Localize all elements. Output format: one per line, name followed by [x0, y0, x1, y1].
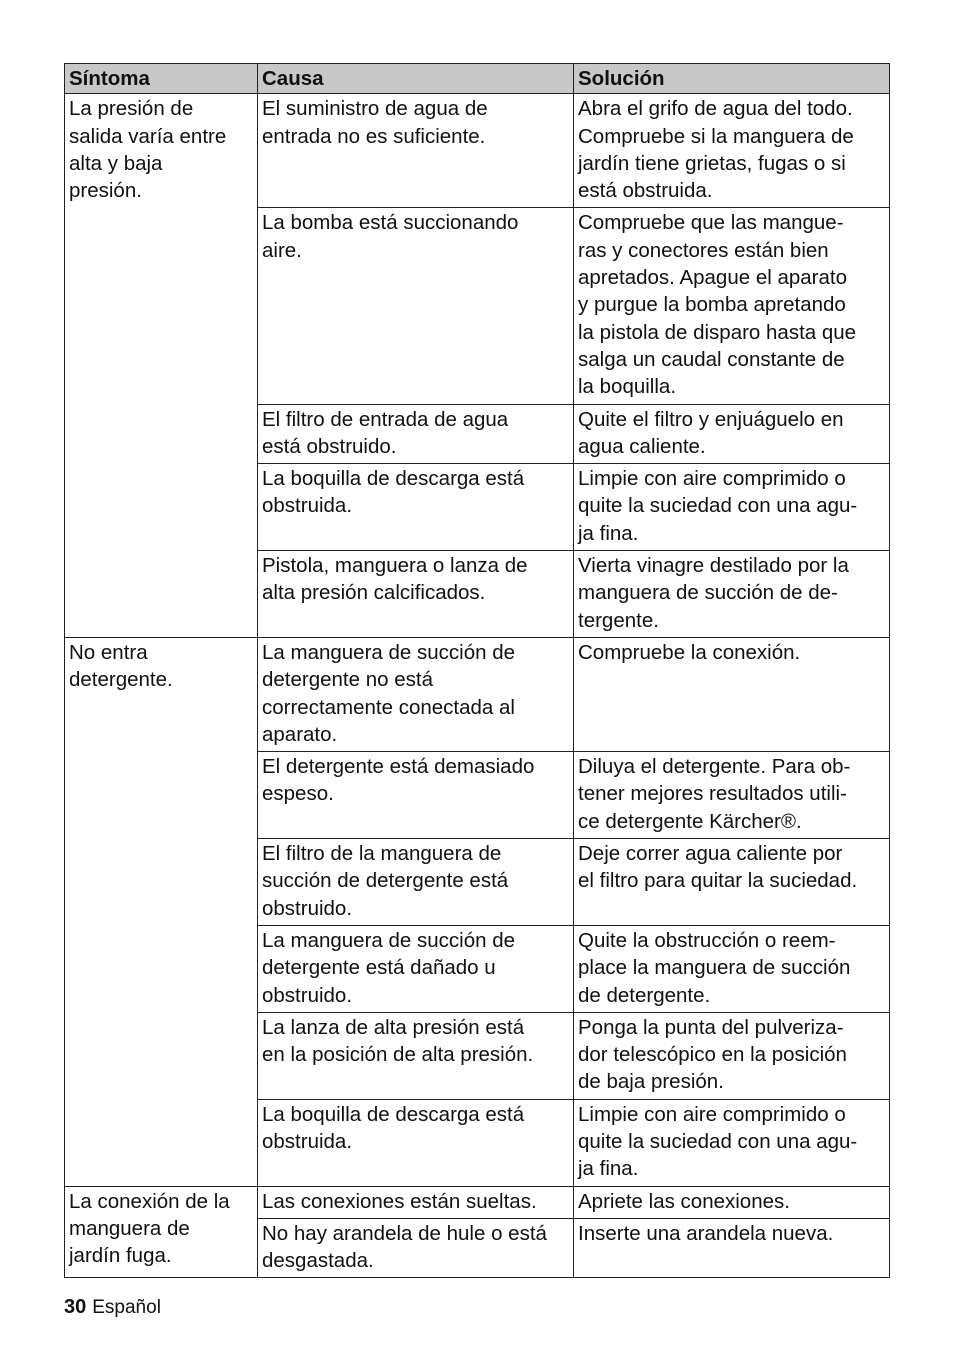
symptom-cell: La presión de salida varía entre alta y baja presión. [65, 94, 258, 638]
header-cause: Causa [258, 64, 574, 94]
cause-cell: Pistola, manguera o lanza de alta presión calcificados. [258, 551, 574, 638]
table-body [65, 94, 890, 1278]
page-number: 30 [64, 1296, 87, 1318]
solution-cell: Limpie con aire comprimido o quite la suciedad con una agu- ja fina. [574, 464, 890, 551]
solution-cell: Deje correr agua caliente por el filtro para quitar la suciedad. [574, 839, 890, 926]
table-row [65, 94, 890, 208]
solution-cell: Abra el grifo de agua del todo. Compruebe si la manguera de jardín tiene grietas, fugas o si está obstruida. [574, 94, 890, 208]
cause-cell: Las conexiones están sueltas. [258, 1186, 574, 1218]
solution-cell: Compruebe la conexión. [574, 637, 890, 751]
solution-cell: Quite el filtro y enjuáguelo en agua caliente. [574, 404, 890, 464]
solution-cell: Ponga la punta del pulveriza- dor telescópico en la posición de baja presión. [574, 1012, 890, 1099]
table-header-row [65, 64, 890, 94]
solution-cell: Vierta vinagre destilado por la manguera de succión de de- tergente. [574, 551, 890, 638]
solution-cell: Inserte una arandela nueva. [574, 1218, 890, 1278]
cause-cell: El filtro de la manguera de succión de detergente está obstruido. [258, 839, 574, 926]
header-solution: Solución [574, 64, 890, 94]
header-symptom: Síntoma [65, 64, 258, 94]
cause-cell: No hay arandela de hule o está desgastada. [258, 1218, 574, 1278]
table-row [65, 1186, 890, 1218]
symptom-cell: No entra detergente. [65, 637, 258, 1186]
cause-cell: La boquilla de descarga está obstruida. [258, 1099, 574, 1186]
symptom-cell: La conexión de la manguera de jardín fuga. [65, 1186, 258, 1278]
table-row [65, 637, 890, 751]
solution-cell: Compruebe que las mangue- ras y conectores están bien apretados. Apague el aparato y purgue la bomba apretando la pistola de disparo hasta que salga un caudal constante de la boquilla. [574, 208, 890, 404]
page-footer [64, 1296, 161, 1319]
footer-language: Español [92, 1297, 161, 1318]
cause-cell: El suministro de agua de entrada no es suficiente. [258, 94, 574, 208]
cause-cell: La manguera de succión de detergente está dañado u obstruido. [258, 925, 574, 1012]
solution-cell: Diluya el detergente. Para ob- tener mejores resultados utili- ce detergente Kärcher®. [574, 752, 890, 839]
cause-cell: El filtro de entrada de agua está obstruido. [258, 404, 574, 464]
solution-cell: Apriete las conexiones. [574, 1186, 890, 1218]
troubleshooting-table [64, 63, 890, 1278]
solution-cell: Quite la obstrucción o reem- place la manguera de succión de detergente. [574, 925, 890, 1012]
cause-cell: La bomba está succionando aire. [258, 208, 574, 404]
cause-cell: La boquilla de descarga está obstruida. [258, 464, 574, 551]
cause-cell: La lanza de alta presión está en la posición de alta presión. [258, 1012, 574, 1099]
cause-cell: El detergente está demasiado espeso. [258, 752, 574, 839]
solution-cell: Limpie con aire comprimido o quite la suciedad con una agu- ja fina. [574, 1099, 890, 1186]
cause-cell: La manguera de succión de detergente no está correctamente conectada al aparato. [258, 637, 574, 751]
